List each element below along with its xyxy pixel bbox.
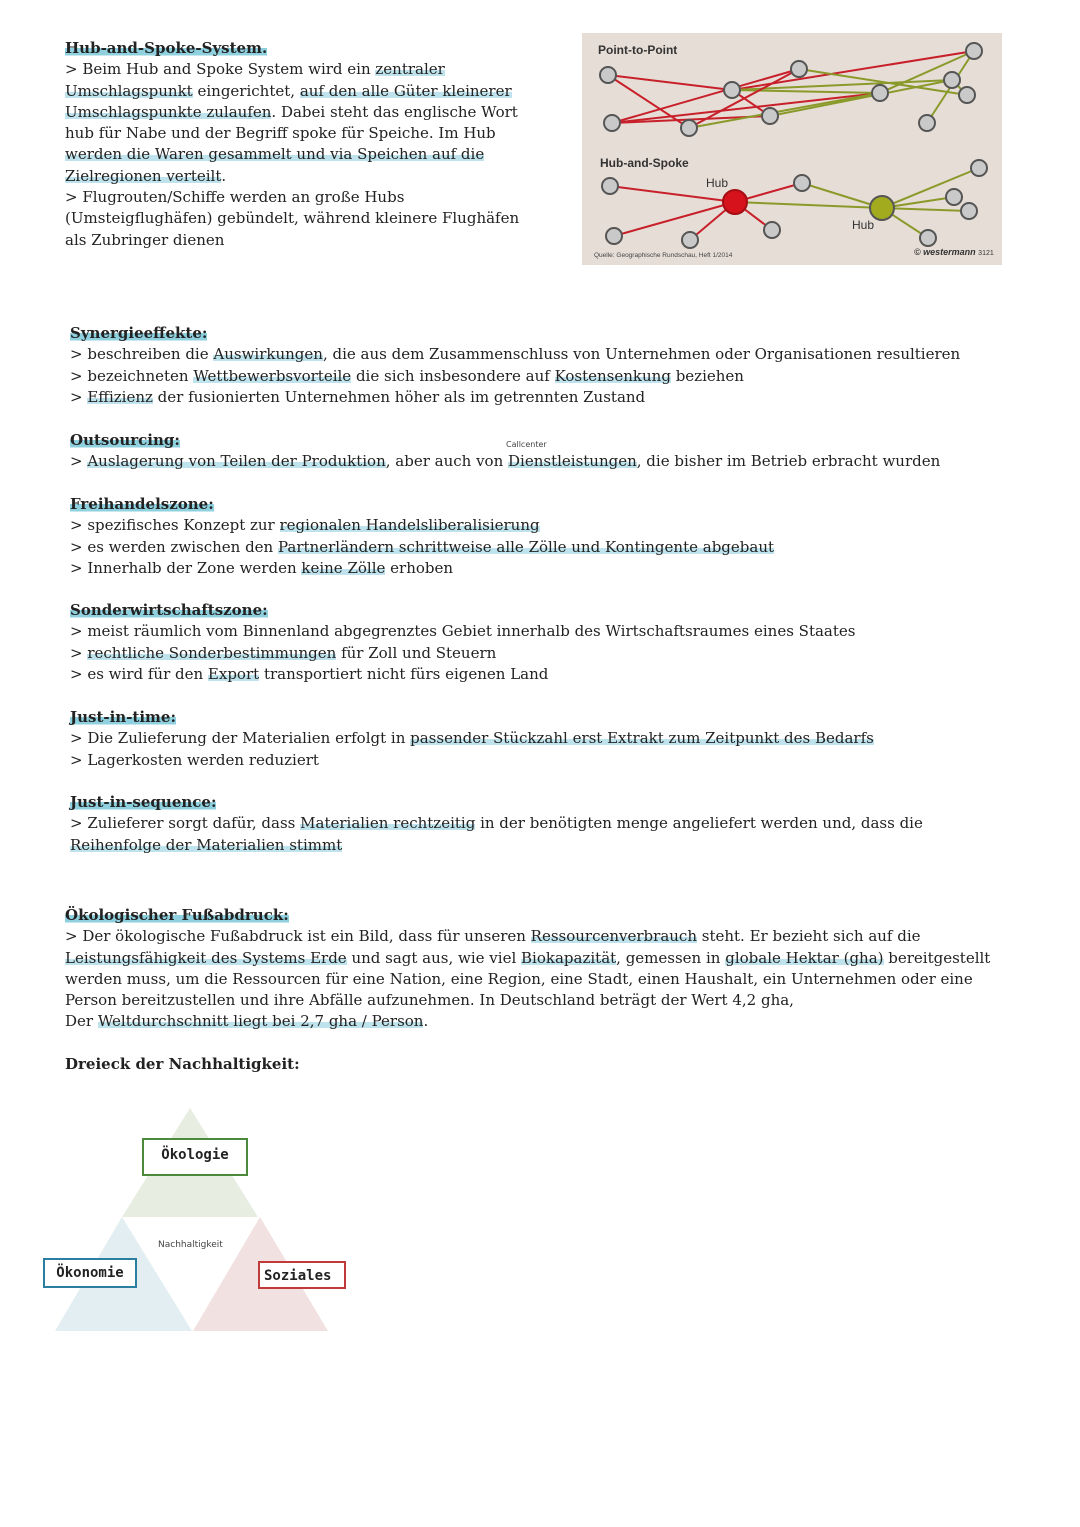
freihandel-line-2: > es werden zwischen den Partnerländern schrittweise alle Zölle und Kontingente abgebaut: [70, 537, 775, 556]
network-diagram-svg: [582, 33, 1002, 265]
sonder-line-1: > meist räumlich vom Binnenland abgegrenztes Gebiet innerhalb des Wirtschaftsraumes eines Staates: [70, 622, 856, 641]
freihandel-title: Freihandelszone:: [70, 495, 214, 513]
hub-title: Hub-and-Spoke-System.: [65, 39, 268, 57]
synergie-line-3: > Effizienz der fusionierten Unternehmen höher als im getrennten Zustand: [70, 387, 646, 406]
sonder-line-3: > es wird für den Export transportiert nicht fürs eigenen Land: [70, 664, 549, 683]
dreieck-title: Dreieck der Nachhaltigkeit:: [65, 1055, 300, 1073]
diagram-publisher: © westermann 3121: [914, 247, 994, 257]
hub-paragraph-1: > Beim Hub and Spoke System wird ein zentraler Umschlagspunkt eingerichtet, auf den alle Güter kleinerer Umschlagspunkte zulaufen. Dabei steht das englische Wort hub für Nabe und der Begriff spoke für Speiche. Im Hub werden die Waren gesammelt und via Speichen auf die Zielregionen verteilt.: [65, 60, 518, 185]
outsourcing-title: Outsourcing:: [70, 431, 180, 449]
outsourcing-note: Callcenter: [506, 440, 547, 449]
jit-line-2: > Lagerkosten werden reduziert: [70, 750, 319, 769]
label-oekonomie: Ökonomie: [43, 1258, 137, 1288]
freihandel-section: [70, 494, 1030, 579]
label-oekologie: Ökologie: [142, 1138, 248, 1176]
outsourcing-line-1: > Auslagerung von Teilen der Produktion, aber auch von Dienstleistungen, die bisher im Betrieb erbracht wurden: [70, 452, 941, 471]
fuss-paragraph-2: Der Weltdurchschnitt liegt bei 2,7 gha / Person.: [65, 1012, 429, 1031]
hub-node-green: [870, 196, 894, 220]
fuss-paragraph: > Der ökologische Fußabdruck ist ein Bild, dass für unseren Ressourcenverbrauch steht. Er bezieht sich auf die Leistungsfähigkeit des Systems Erde und sagt aus, wie viel Biokapazität, gemessen in globale Hektar (gha) bereitgestellt werden muss, um die Ressourcen für eine Nation, eine Region, eine Stadt, einen Haushalt, ein Unternehmen oder eine Person bereitzustellen und ihre Abfälle aufzunehmen. In Deutschland beträgt der Wert 4,2 gha,: [65, 927, 991, 1010]
jis-section: [70, 792, 970, 856]
synergie-line-2: > bezeichneten Wettbewerbsvorteile die sich insbesondere auf Kostensenkung beziehen: [70, 366, 744, 385]
freihandel-line-3: > Innerhalb der Zone werden keine Zölle erhoben: [70, 558, 454, 577]
jis-line-1: > Zulieferer sorgt dafür, dass Materialien rechtzeitig in der benötigten menge angeliefert werden und, dass die Reihenfolge der Materialien stimmt: [70, 814, 923, 854]
label-soziales: Soziales: [258, 1261, 346, 1289]
hub-node-red: [723, 190, 747, 214]
label-hub-1: Hub: [706, 176, 729, 190]
synergie-title: Synergieeffekte:: [70, 324, 208, 342]
synergie-line-1: > beschreiben die Auswirkungen, die aus dem Zusammenschluss von Unternehmen oder Organisationen resultieren: [70, 345, 961, 364]
jit-line-1: > Die Zulieferung der Materialien erfolgt in passender Stückzahl erst Extrakt zum Zeitpunkt des Bedarfs: [70, 729, 874, 748]
label-nachhaltigkeit: Nachhaltigkeit: [158, 1240, 223, 1250]
network-diagram: [582, 33, 1002, 265]
sonder-section: [70, 600, 1030, 685]
label-hub-and-spoke: Hub-and-Spoke: [600, 156, 689, 170]
diagram-source: Quelle: Geographische Rundschau, Heft 1/2014: [594, 252, 733, 259]
jis-title: Just-in-sequence:: [70, 793, 217, 811]
fuss-section: [65, 905, 1000, 1033]
sonder-line-2: > rechtliche Sonderbestimmungen für Zoll und Steuern: [70, 643, 497, 662]
jit-title: Just-in-time:: [70, 708, 177, 726]
hub-section: [65, 38, 525, 251]
fuss-title: Ökologischer Fußabdruck:: [65, 906, 289, 924]
label-point-to-point: Point-to-Point: [598, 43, 678, 57]
synergie-section: [70, 323, 1030, 408]
jit-section: [70, 707, 1030, 771]
freihandel-line-1: > spezifisches Konzept zur regionalen Handelsliberalisierung: [70, 516, 540, 535]
label-hub-2: Hub: [852, 218, 875, 232]
p2p-lines: [608, 51, 974, 128]
hub-paragraph-2: > Flugrouten/Schiffe werden an große Hubs (Umsteigflughäfen) gebündelt, während kleinere Flughäfen als Zubringer dienen: [65, 188, 520, 249]
outsourcing-section: [70, 430, 1030, 473]
sonder-title: Sonderwirtschaftszone:: [70, 601, 268, 619]
